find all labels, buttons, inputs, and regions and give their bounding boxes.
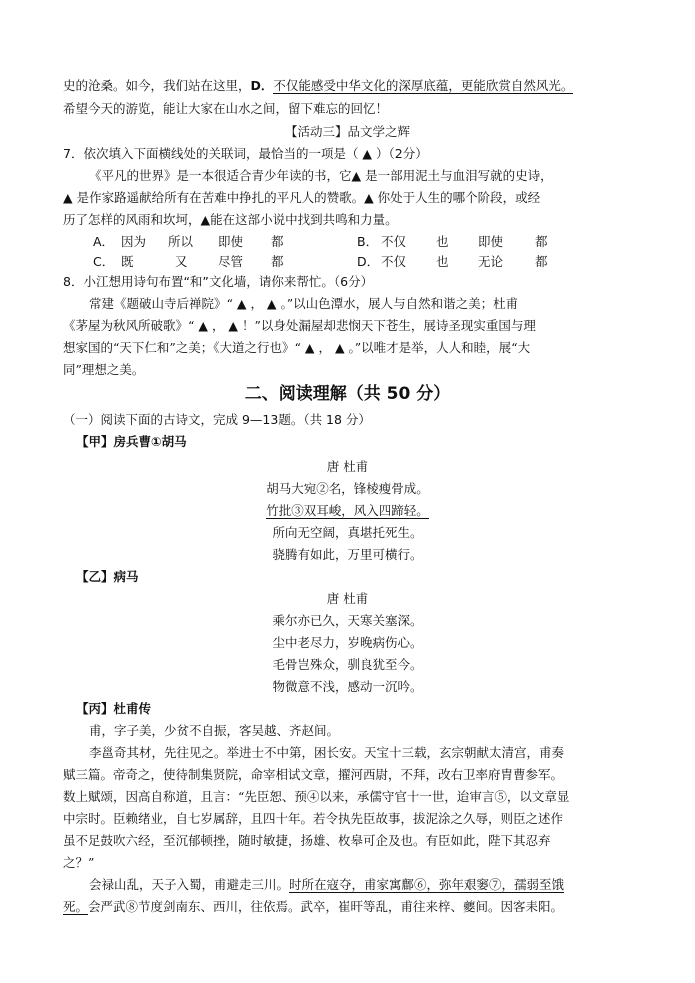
question-8-line-1: 常建《题破山寺后禅院》“ ▲ ， ▲ 。”以山色潭水，展人与自然和谐之美；杜甫 bbox=[89, 296, 519, 311]
poem-yi-line-3: 毛骨岂殊众，驯良犹至今。 bbox=[272, 657, 423, 672]
prose-bing-line-9: 死。会严武⑧节度剑南东、西川，往依焉。武卒，崔旰等乱，甫往来梓、夔间。因客耒阳。 bbox=[63, 899, 564, 914]
poem-jia-line-3: 所向无空阔，真堪托死生。 bbox=[272, 525, 423, 540]
prose-bing-line-1: 甫，字子美，少贫不自振，客吴越、齐赵间。 bbox=[89, 723, 340, 738]
poem-jia-line-1: 胡马大宛②名，锋棱瘦骨成。 bbox=[266, 481, 429, 496]
exam-page: 史的沧桑。如今，我们站在这里，D．不仅能感受中华文化的深厚底蕴，更能欣赏自然风光。 希望今天的游览，能让大家在山水之间，留下难忘的回忆！ 【活动三】品文学之辉 7．依次填入下面横线处的关联词，最恰当的一项是（ ▲ ）（2分） 《平凡的世界》是一本很适合青少年读的书，它▲ 是一部用泥土与血泪写就的史诗， ▲ 是作家路遥献给所有在苦难中挣扎的平凡人的赞歌。▲ 你处于人生的哪个阶段，或经 历了怎样的风雨和坎坷，▲能在这部小说中找到共鸣和力量。 A． 因为 所以 即使 都 B． 不仅 也 即使 都 C． 既 又 尽管 都 D． 不仅 也 无论 都 8．小江想用诗句布置“和”文化墙，请你来帮忙。（6分） 常建《题破山寺后禅院》“ ▲ ， ▲ 。”以山色潭水，展人与自然和谐之美；杜甫 《茅屋为秋风所破歌》“ ▲ ， ▲ ！”以身处漏屋却悲悯天下苍生，展诗圣现实重国与理 想家国的“天下仁和”之美；《大道之行也》“ ▲ ， ▲ 。”以唯才是举，人人和睦，展“大 同”理想之美。 二、阅读理解（共 50 分） （一）阅读下面的古诗文，完成 9—13题。（共 18 分） 【甲】房兵曹①胡马 唐 杜甫 胡马大宛②名，锋棱瘦骨成。 竹批③双耳峻，风入四蹄轻。 所向无空阔，真堪托死生。 骁腾有如此，万里可横行。 【乙】病马 唐 杜甫 乘尔亦已久，天寒关塞深。 尘中老尽力，岁晚病伤心。 毛骨岂殊众，驯良犹至今。 物微意不浅，感动一沉吟。 【丙】杜甫传 甫，字子美，少贫不自振，客吴越、齐赵间。 李邕奇其材，先往见之。举进士不中第，困长安。天宝十三载，玄宗朝献太清宫，甫奏 赋三篇。帝奇之，使待制集贤院，命宰相试文章，擢河西尉，不拜，改右卫率府胄曹参军。 数上赋颂，因高自称道，且言：“先臣恕、预④以来，承儒守官十一世，迨审言⑤，以文章显 中宗时。臣赖绪业，自七岁属辞，且四十年。若令执先臣故事，拔泥涂之久辱，则臣之述作 虽不足鼓吹六经，至沉郁顿挫，随时敏捷，扬雄、枚皋可企及也。有臣如此，陛下其忍弃 之？” 会禄山乱，天子入蜀，甫避走三川。时所在寇夺，甫家寓鄜⑥，弥年艰窭⑦，孺弱至饿 死。会严武⑧节度剑南东、西川，往依焉。武卒，崔旰等乱，甫往来梓、夔间。因客耒阳。 bbox=[0, 0, 695, 983]
poem-yi-line-4: 物微意不浅，感动一沉吟。 bbox=[272, 679, 423, 694]
question-8-stem: 8．小江想用诗句布置“和”文化墙，请你来帮忙。（6分） bbox=[63, 274, 374, 289]
option-d-label: D． bbox=[250, 78, 274, 93]
section-two-title: 二、阅读理解（共 50 分） bbox=[244, 384, 451, 404]
question-7-stem: 7．依次填入下面横线处的关联词，最恰当的一项是（ ▲ ）（2分） bbox=[63, 146, 428, 161]
underlined-sentence: 时所在寇夺，甫家寓鄜⑥，弥年艰窭⑦，孺弱至饿 bbox=[289, 877, 565, 892]
intro-line-1 bbox=[63, 77, 573, 95]
poem-jia-line-4: 骁腾有如此，万里可横行。 bbox=[272, 547, 423, 562]
poem-jia-author: 唐 杜甫 bbox=[326, 459, 369, 474]
question-7-passage-1: 《平凡的世界》是一本很适合青少年读的书，它▲ 是一部用泥土与血泪写就的史诗， bbox=[89, 168, 553, 183]
intro-line-2: 希望今天的游览，能让大家在山水之间，留下难忘的回忆！ bbox=[63, 101, 389, 116]
underlined-sentence: 不仅能感受中华文化的深厚底蕴，更能欣赏自然风光。 bbox=[273, 78, 574, 93]
prose-bing-line-7: 之？” bbox=[63, 855, 95, 870]
poem-yi-author: 唐 杜甫 bbox=[326, 591, 369, 606]
prose-bing-line-8: 会禄山乱，天子入蜀，甫避走三川。时所在寇夺，甫家寓鄜⑥，弥年艰窭⑦，孺弱至饿 bbox=[89, 877, 565, 892]
question-8-line-4: 同”理想之美。 bbox=[63, 362, 145, 377]
prose-bing-line-3: 赋三篇。帝奇之，使待制集贤院，命宰相试文章，擢河西尉，不拜，改右卫率府胄曹参军。 bbox=[63, 767, 564, 782]
question-7-passage-3: 历了怎样的风雨和坎坷，▲能在这部小说中找到共鸣和力量。 bbox=[63, 212, 398, 227]
part-one-instructions: （一）阅读下面的古诗文，完成 9—13题。（共 18 分） bbox=[63, 412, 371, 427]
poem-jia-line-2: 竹批③双耳峻，风入四蹄轻。 bbox=[266, 503, 429, 518]
prose-bing-line-2: 李邕奇其材，先往见之。举进士不中第，困长安。天宝十三载，玄宗朝献太清宫，甫奏 bbox=[89, 745, 565, 760]
prose-bing-line-6: 虽不足鼓吹六经，至沉郁顿挫，随时敏捷，扬雄、枚皋可企及也。有臣如此，陛下其忍弃 bbox=[63, 833, 551, 848]
question-8-line-3: 想家国的“天下仁和”之美；《大道之行也》“ ▲ ， ▲ 。”以唯才是举，人人和睦，展“大 bbox=[63, 340, 531, 355]
prose-bing-line-5: 中宗时。臣赖绪业，自七岁属辞，且四十年。若令执先臣故事，拔泥涂之久辱，则臣之述作 bbox=[63, 811, 564, 826]
activity-three-heading: 【活动三】品文学之辉 bbox=[284, 124, 410, 139]
prose-bing-title: 【丙】杜甫传 bbox=[76, 701, 152, 716]
intro-text: 史的沧桑。如今，我们站在这里， bbox=[63, 78, 251, 93]
poem-yi-line-2: 尘中老尽力，岁晚病伤心。 bbox=[272, 635, 423, 650]
poem-yi-title: 【乙】病马 bbox=[76, 569, 139, 584]
question-8-line-2: 《茅屋为秋风所破歌》“ ▲ ， ▲ ！”以身处漏屋却悲悯天下苍生，展诗圣现实重国与理 bbox=[63, 318, 536, 333]
question-7-passage-2: ▲ 是作家路遥献给所有在苦难中挣扎的平凡人的赞歌。▲ 你处于人生的哪个阶段，或经 bbox=[63, 190, 541, 205]
prose-bing-line-4: 数上赋颂，因高自称道，且言：“先臣恕、预④以来，承儒守官十一世，迨审言⑤，以文章显 bbox=[63, 789, 570, 804]
poem-jia-title: 【甲】房兵曹①胡马 bbox=[76, 434, 187, 449]
poem-yi-line-1: 乘尔亦已久，天寒关塞深。 bbox=[272, 613, 423, 628]
